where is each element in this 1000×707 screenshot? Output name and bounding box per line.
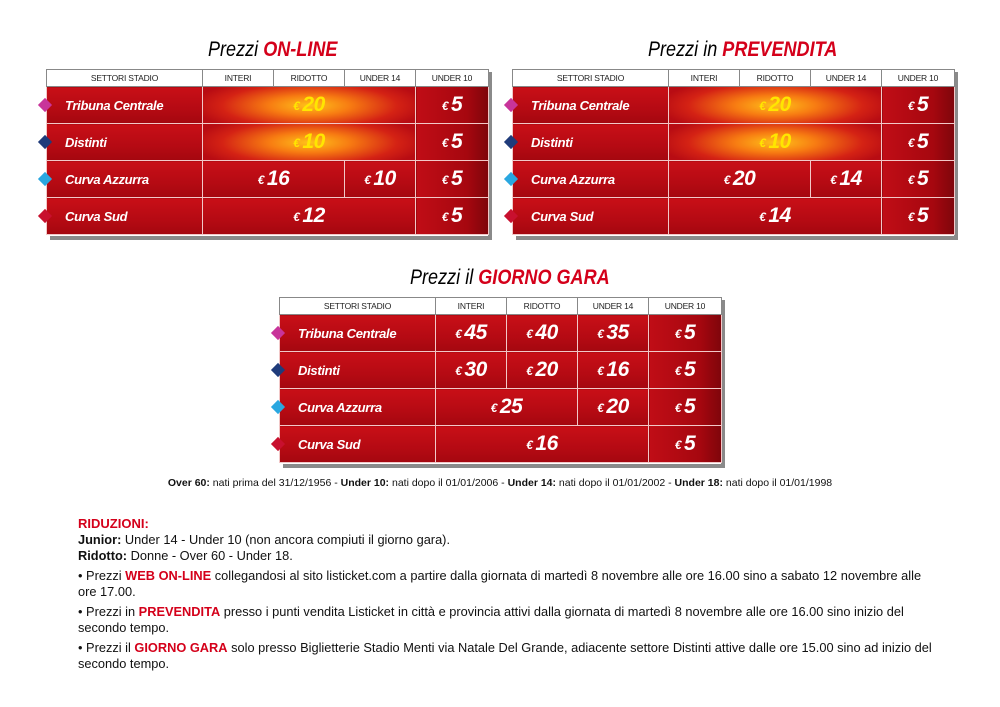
diamond-icon [504, 209, 518, 223]
price: € 5 [441, 130, 463, 153]
header-settori: SETTORI STADIO [280, 298, 436, 315]
price: € 10 [759, 130, 791, 153]
header-settori: SETTORI STADIO [47, 70, 203, 87]
header-ridotto: RIDOTTO [740, 70, 811, 87]
header-interi: INTERI [669, 70, 740, 87]
table-row: Distinti € 10 € 5 [47, 124, 489, 161]
ridotto-line: Ridotto: Donne - Over 60 - Under 18. [78, 548, 293, 563]
price: € 5 [441, 93, 463, 116]
price: € 20 [597, 395, 629, 418]
table-row: Tribuna Centrale € 20 € 5 [513, 87, 955, 124]
price: € 40 [526, 321, 558, 344]
diamond-icon [271, 437, 285, 451]
header-under14: UNDER 14 [578, 298, 649, 315]
price: € 16 [526, 432, 558, 455]
price: € 5 [674, 321, 696, 344]
diamond-icon [504, 172, 518, 186]
diamond-icon [38, 209, 52, 223]
junior-line: Junior: Under 14 - Under 10 (non ancora compiuti il giorno gara). [78, 532, 451, 547]
diamond-icon [504, 98, 518, 112]
diamond-icon [271, 400, 285, 414]
bullet-giorno-gara: • Prezzi il GIORNO GARA solo presso Biglietterie Stadio Menti via Natale Del Grande, adiacente settore Distinti attive dalle ore 15.00 sino ad inizio del secondo tempo. [78, 640, 932, 671]
price: € 5 [441, 167, 463, 190]
price: € 5 [441, 204, 463, 227]
price: € 14 [830, 167, 862, 190]
table-row: Curva Azzurra € 16 € 10 € 5 [47, 161, 489, 198]
table-row: Curva Sud € 16 € 5 [280, 426, 722, 463]
price: € 10 [293, 130, 325, 153]
header-under14: UNDER 14 [811, 70, 882, 87]
header-interi: INTERI [203, 70, 274, 87]
diamond-icon [271, 363, 285, 377]
bullet-prevendita: • Prezzi in PREVENDITA presso i punti vendita Listicket in città e provincia attivi dalla giornata di martedì 8 novembre alle ore 16.00 sino inizio del secondo tempo. [78, 604, 904, 635]
price: € 5 [907, 130, 929, 153]
price: € 5 [674, 358, 696, 381]
table-row: Distinti € 30 € 20 € 16 € 5 [280, 352, 722, 389]
price: € 16 [257, 167, 290, 190]
table-row: Tribuna Centrale € 20 € 5 [47, 87, 489, 124]
price: € 5 [907, 93, 929, 116]
table-row: Curva Azzurra € 25 € 20 € 5 [280, 389, 722, 426]
prevendita-price-table [512, 69, 955, 235]
table-row: Curva Sud € 12 € 5 [47, 198, 489, 235]
online-price-table [46, 69, 489, 235]
price: € 16 [597, 358, 629, 381]
diamond-icon [504, 135, 518, 149]
table-row: Curva Azzurra € 20 € 14 € 5 [513, 161, 955, 198]
table-row: Tribuna Centrale € 45 € 40 € 35 € 5 [280, 315, 722, 352]
table-row: Curva Sud € 14 € 5 [513, 198, 955, 235]
header-ridotto: RIDOTTO [274, 70, 345, 87]
giorno-gara-title: Prezzi il GIORNO GARA [410, 266, 610, 289]
price: € 20 [293, 93, 325, 116]
diamond-icon [38, 172, 52, 186]
online-title: Prezzi ON-LINE [208, 38, 338, 61]
giorno-gara-price-table [279, 297, 722, 463]
table-row: Distinti € 10 € 5 [513, 124, 955, 161]
riduzioni-section [78, 516, 938, 672]
age-note: Over 60: nati prima del 31/12/1956 - Under 10: nati dopo il 01/01/2006 - Under 14: nati dopo il 01/01/2002 - Under 18: nati dopo il 01/01/1998 [167, 477, 833, 489]
diamond-icon [38, 135, 52, 149]
prevendita-title: Prezzi in PREVENDITA [648, 38, 838, 61]
price: € 20 [759, 93, 791, 116]
price: € 35 [597, 321, 629, 344]
price: € 20 [526, 358, 558, 381]
diamond-icon [271, 326, 285, 340]
price: € 25 [490, 395, 523, 418]
price: € 30 [455, 358, 487, 381]
header-interi: INTERI [436, 298, 507, 315]
riduzioni-heading: RIDUZIONI: [78, 516, 149, 531]
price: € 20 [723, 167, 756, 190]
header-under10: UNDER 10 [882, 70, 955, 87]
header-under14: UNDER 14 [345, 70, 416, 87]
bullet-online: • Prezzi WEB ON-LINE collegandosi al sito listicket.com a partire dalla giornata di martedì 8 novembre alle ore 16.00 sino a sabato 12 novembre alle ore 17.00. [78, 568, 922, 599]
price: € 12 [293, 204, 325, 227]
diamond-icon [38, 98, 52, 112]
header-under10: UNDER 10 [649, 298, 722, 315]
price: € 10 [364, 167, 396, 190]
header-ridotto: RIDOTTO [507, 298, 578, 315]
price: € 14 [759, 204, 791, 227]
header-under10: UNDER 10 [416, 70, 489, 87]
price: € 5 [674, 432, 696, 455]
price: € 45 [455, 321, 487, 344]
header-settori: SETTORI STADIO [513, 70, 669, 87]
price: € 5 [907, 204, 929, 227]
price: € 5 [674, 395, 696, 418]
price: € 5 [907, 167, 929, 190]
